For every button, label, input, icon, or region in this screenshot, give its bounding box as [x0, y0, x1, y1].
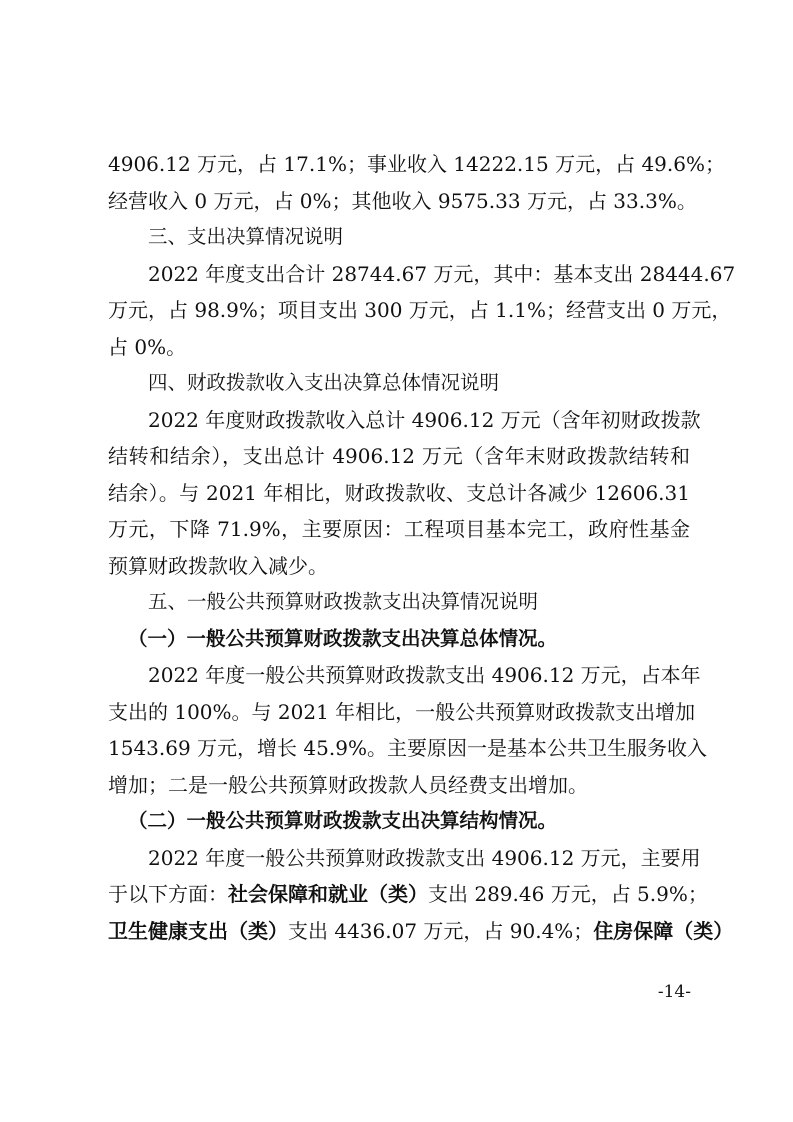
bold-category: 卫生健康支出（类）: [108, 918, 288, 943]
bold-category: 住房保障（类）: [593, 918, 734, 943]
paragraph-line: 占 0%。: [108, 334, 187, 359]
paragraph-line: 2022 年度一般公共预算财政拨款支出 4906.12 万元，主要用: [148, 845, 701, 870]
paragraph-line: 1543.69 万元，增长 45.9%。主要原因一是基本公共卫生服务收入: [108, 736, 707, 760]
subsection-heading: （一）一般公共预算财政拨款支出决算总体情况。: [128, 626, 558, 650]
text-segment: 支出 4436.07 万元，占 90.4%；: [288, 918, 594, 943]
page-number: -14-: [657, 982, 691, 1002]
paragraph-line: 2022 年度财政拨款收入总计 4906.12 万元（含年初财政拨款: [148, 407, 701, 432]
paragraph-line: 2022 年度支出合计 28744.67 万元，其中：基本支出 28444.67: [148, 261, 736, 286]
bold-category: 社会保障和就业（类）: [228, 882, 428, 906]
paragraph-line: 2022 年度一般公共预算财政拨款支出 4906.12 万元，占本年: [148, 663, 701, 687]
paragraph-line: 结转和结余），支出总计 4906.12 万元（含年末财政拨款结转和: [108, 444, 690, 468]
text-segment: 支出 289.46 万元，占 5.9%；: [428, 882, 708, 906]
paragraph-line: 万元，占 98.9%；项目支出 300 万元，占 1.1%；经营支出 0 万元，: [108, 298, 732, 322]
document-body: [108, 146, 736, 949]
paragraph-line: [108, 913, 734, 950]
paragraph-line: 经营收入 0 万元，占 0%；其他收入 9575.33 万元，占 33.3%。: [108, 188, 697, 213]
paragraph-line: [108, 876, 708, 913]
paragraph-line: 增加；二是一般公共预算财政拨款人员经费支出增加。: [108, 772, 588, 797]
section-heading: 四、财政拨款收入支出决算总体情况说明: [148, 371, 500, 394]
paragraph-line: 4906.12 万元，占 17.1%；事业收入 14222.15 万元，占 49.6%；: [108, 152, 725, 176]
paragraph-line: 支出的 100%。与 2021 年相比，一般公共预算财政拨款支出增加: [108, 699, 696, 724]
section-heading: 五、一般公共预算财政拨款支出决算情况说明: [148, 590, 539, 613]
subsection-heading: （二）一般公共预算财政拨款支出决算结构情况。: [128, 809, 558, 832]
text-segment: 于以下方面：: [108, 882, 228, 906]
section-heading: 三、支出决算情况说明: [148, 225, 344, 248]
paragraph-line: 结余）。与 2021 年相比，财政拨款收、支总计各减少 12606.31: [108, 480, 690, 505]
paragraph-line: 预算财政拨款收入减少。: [108, 553, 328, 578]
paragraph-line: 万元，下降 71.9%，主要原因：工程项目基本完工，政府性基金: [108, 517, 690, 541]
